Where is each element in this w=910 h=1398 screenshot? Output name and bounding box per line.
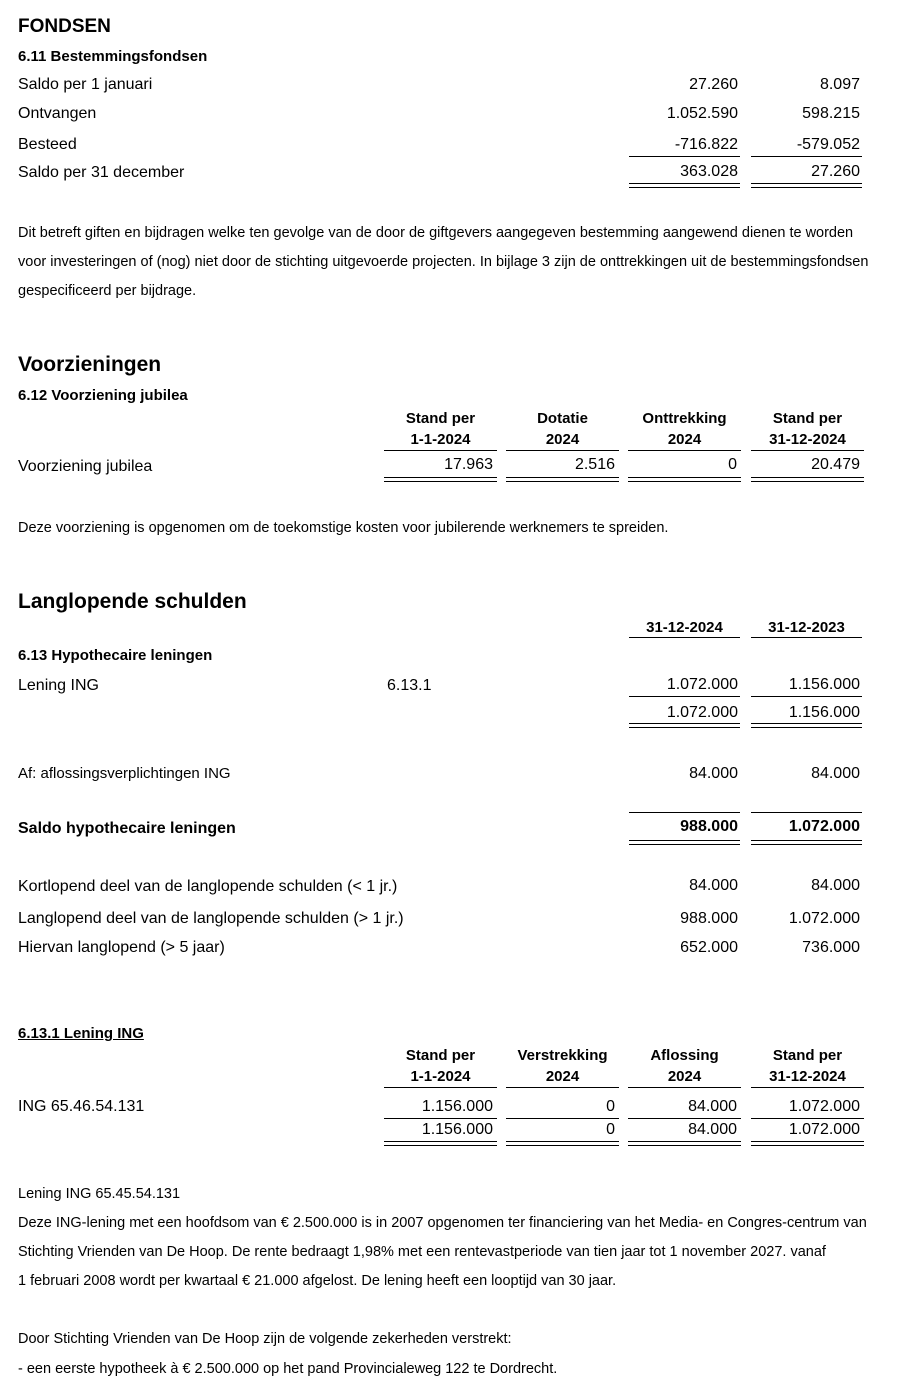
sum-line (751, 156, 862, 157)
value-2024: 988.000 (680, 910, 738, 927)
row-label-hiervan-langlopend: Hiervan langlopend (> 5 jaar) (18, 939, 225, 956)
value-2023: -579.052 (796, 136, 860, 153)
value-2024: 1.072.000 (666, 676, 738, 693)
value-2023: 1.156.000 (788, 676, 860, 693)
value-2023: 27.260 (811, 163, 860, 180)
value-2024: -716.822 (674, 136, 738, 153)
row-label-ontvangen: Ontvangen (18, 105, 97, 122)
column-header: Verstrekking (517, 1047, 608, 1064)
column-header: 31-12-2024 (769, 431, 846, 448)
row-label-saldo-31-december: Saldo per 31 december (18, 164, 185, 181)
total-double-line (751, 1141, 864, 1146)
sum-line (384, 1118, 497, 1119)
value-2023: 84.000 (811, 765, 860, 782)
note-line: 1 februari 2008 wordt per kwartaal € 21.000 afgelost. De lening heeft een looptijd van 30 jaar. (18, 1273, 617, 1289)
zekerheden-item: - een eerste hypotheek à € 2.500.000 op het pand Provincialeweg 122 te Dordrecht. (18, 1361, 558, 1377)
cell-value: 0 (606, 1098, 615, 1115)
value-2023: 1.072.000 (788, 910, 860, 927)
total-value: 84.000 (688, 1121, 737, 1138)
column-header: Stand per (772, 410, 843, 427)
total-double-line (506, 477, 619, 482)
header-underline (751, 450, 864, 451)
cell-value: 17.963 (444, 456, 493, 473)
total-double-line (629, 723, 740, 728)
value-2024: 1.052.590 (666, 105, 738, 122)
value-2023: 1.072.000 (788, 818, 860, 835)
sum-line (751, 1118, 864, 1119)
header-underline (629, 637, 740, 638)
value-2024: 988.000 (680, 818, 738, 835)
total-double-line (628, 477, 741, 482)
note-line: Stichting Vrienden van De Hoop. De rente bedraagt 1,98% met een rentevastperiode van tien jaar tot 1 november 2027. vanaf (18, 1244, 826, 1260)
header-underline (628, 450, 741, 451)
row-label-ing-account: ING 65.46.54.131 (18, 1098, 145, 1115)
total-double-line (384, 1141, 497, 1146)
total-double-line (384, 477, 497, 482)
row-label-saldo-hypothecaire-leningen: Saldo hypothecaire leningen (18, 820, 236, 837)
cell-value: 0 (728, 456, 737, 473)
value-2024: 363.028 (680, 163, 738, 180)
column-header: Onttrekking (642, 410, 727, 427)
row-label-aflossingsverplichtingen: Af: aflossingsverplichtingen ING (18, 765, 231, 782)
row-label-kortlopend-deel: Kortlopend deel van de langlopende schulden (< 1 jr.) (18, 878, 398, 895)
column-header: Stand per (405, 410, 476, 427)
cell-value: 84.000 (688, 1098, 737, 1115)
value-2024: 84.000 (689, 877, 738, 894)
value-2024: 27.260 (689, 76, 738, 93)
column-header: 2024 (667, 431, 702, 448)
total-value: 1.156.000 (421, 1121, 493, 1138)
sum-line (751, 696, 862, 697)
row-label-langlopend-deel: Langlopend deel van de langlopende schulden (> 1 jr.) (18, 910, 404, 927)
cell-value: 2.516 (574, 456, 615, 473)
column-header: 1-1-2024 (410, 1068, 471, 1085)
subsection-title-bestemmingsfondsen: 6.11 Bestemmingsfondsen (18, 48, 208, 65)
note-title-lening-ing: Lening ING 65.45.54.131 (18, 1186, 181, 1202)
sum-line (751, 812, 862, 813)
cell-value: 1.156.000 (421, 1098, 493, 1115)
total-double-line (751, 183, 862, 188)
header-underline (506, 1087, 619, 1088)
zekerheden-intro: Door Stichting Vrienden van De Hoop zijn de volgende zekerheden verstrekt: (18, 1331, 512, 1347)
header-underline (628, 1087, 741, 1088)
total-double-line (751, 723, 862, 728)
reference-6-13-1: 6.13.1 (387, 677, 432, 694)
paragraph-line: voor investeringen of (nog) niet door de stichting uitgevoerde projecten. In bijlage 3 zijn de onttrekkingen uit de bestemmingsfondsen (18, 254, 869, 270)
value-2023: 736.000 (802, 939, 860, 956)
column-header: 1-1-2024 (410, 431, 471, 448)
header-underline (751, 637, 862, 638)
column-header: Dotatie (537, 410, 588, 427)
cell-value: 20.479 (811, 456, 860, 473)
sum-line (629, 156, 740, 157)
total-value: 1.072.000 (788, 1121, 860, 1138)
header-underline (384, 1087, 497, 1088)
sum-line (628, 1118, 741, 1119)
sum-line (506, 1118, 619, 1119)
column-header: 2024 (545, 1068, 580, 1085)
row-label-saldo-1-januari: Saldo per 1 januari (18, 76, 153, 93)
total-double-line (629, 840, 740, 845)
subsection-title-lening-ing: 6.13.1 Lening ING (18, 1025, 144, 1042)
total-double-line (506, 1141, 619, 1146)
note-line: Deze ING-lening met een hoofdsom van € 2.500.000 is in 2007 opgenomen ter financiering van het Media- en Congres-centrum van (18, 1215, 867, 1231)
row-label-voorziening-jubilea: Voorziening jubilea (18, 458, 153, 475)
column-header: 31-12-2024 (769, 1068, 846, 1085)
paragraph-line: Dit betreft giften en bijdragen welke ten gevolge van de door de giftgevers aangegeven bestemming aangewend dienen te worden (18, 225, 854, 241)
value-2023: 8.097 (819, 76, 860, 93)
header-underline (751, 1087, 864, 1088)
header-underline (506, 450, 619, 451)
value-2023: 598.215 (802, 105, 860, 122)
header-underline (384, 450, 497, 451)
value-2024: 652.000 (680, 939, 738, 956)
total-double-line (629, 183, 740, 188)
row-label-lening-ing: Lening ING (18, 677, 99, 694)
total-double-line (751, 477, 864, 482)
section-title-voorzieningen: Voorzieningen (18, 353, 162, 376)
total-double-line (628, 1141, 741, 1146)
column-header: Aflossing (650, 1047, 719, 1064)
value-2024: 84.000 (689, 765, 738, 782)
sum-line (629, 696, 740, 697)
subtotal-2023: 1.156.000 (788, 704, 860, 721)
column-header: 2024 (667, 1068, 702, 1085)
cell-value: 1.072.000 (788, 1098, 860, 1115)
paragraph-line: gespecificeerd per bijdrage. (18, 283, 197, 299)
total-value: 0 (606, 1121, 615, 1138)
subsection-title-hypothecaire-leningen: 6.13 Hypothecaire leningen (18, 647, 213, 664)
column-header: Stand per (772, 1047, 843, 1064)
column-header: 2024 (545, 431, 580, 448)
row-label-besteed: Besteed (18, 136, 77, 153)
subsection-title-voorziening-jubilea: 6.12 Voorziening jubilea (18, 387, 188, 404)
column-header-2023: 31-12-2023 (768, 619, 845, 636)
note-voorziening: Deze voorziening is opgenomen om de toekomstige kosten voor jubilerende werknemers te spreiden. (18, 520, 669, 536)
column-header: Stand per (405, 1047, 476, 1064)
subtotal-2024: 1.072.000 (666, 704, 738, 721)
total-double-line (751, 840, 862, 845)
section-title-langlopende-schulden: Langlopende schulden (18, 590, 247, 613)
section-title-fondsen: FONDSEN (18, 16, 111, 37)
column-header-2024: 31-12-2024 (646, 619, 723, 636)
value-2023: 84.000 (811, 877, 860, 894)
sum-line (629, 812, 740, 813)
